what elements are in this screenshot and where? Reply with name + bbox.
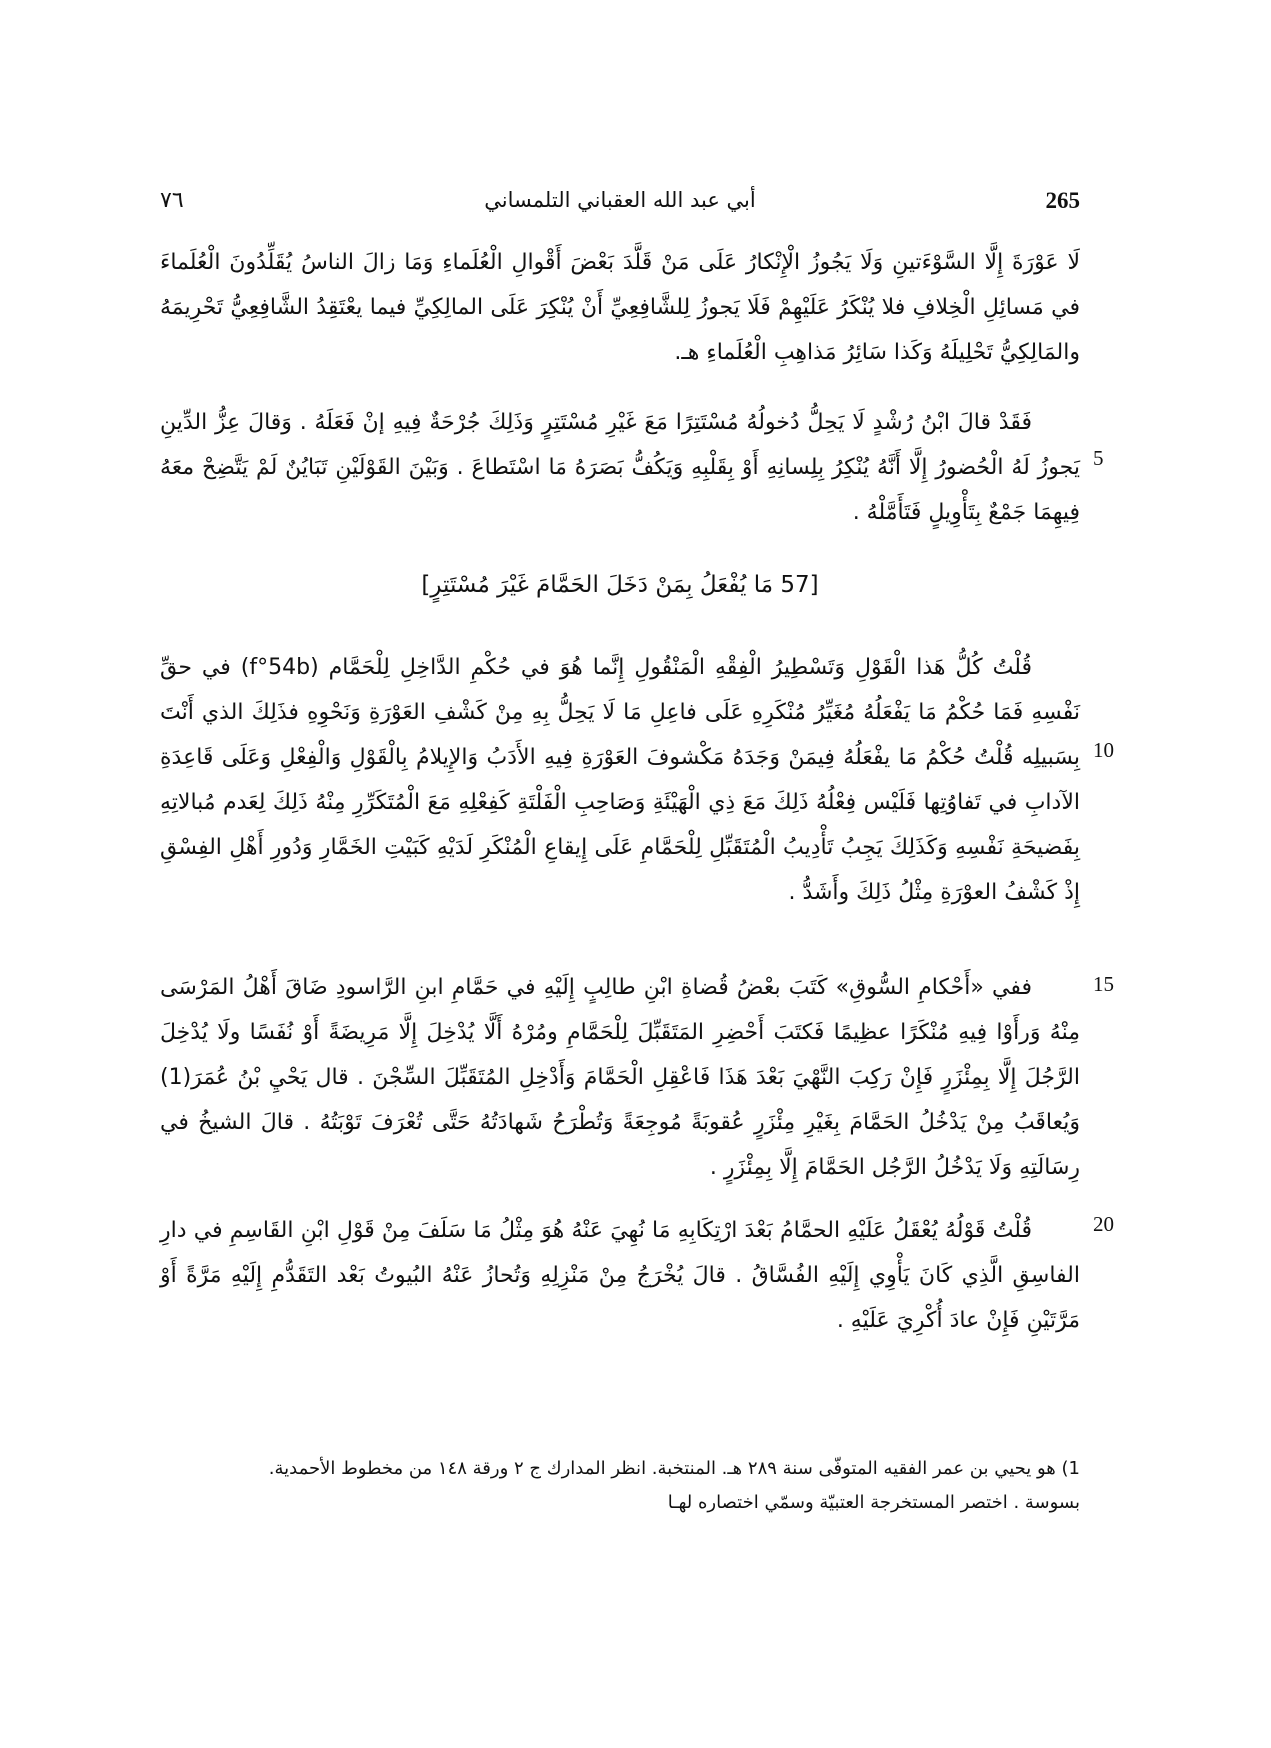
running-title: أبي عبد الله العقباني التلمساني [484, 188, 756, 212]
paragraph-1 [160, 240, 1080, 375]
line-number: 10 [1093, 738, 1114, 762]
line-number: 20 [1093, 1212, 1114, 1236]
paragraph-3 [160, 645, 1080, 915]
footnote-line-1: 1) هو يحيي بن عمر الفقيه المتوفّى سنة ٢٨٩ هـ. المنتخبة. انظر المدارك ج ٢ ورقة ١٤٨ من مخطوط الأحمدية. [268, 1458, 1080, 1479]
page-number-arabic: ٧٦ [160, 188, 184, 213]
paragraph-text: فَقَدْ قالَ ابْنُ رُشْدٍ لَا يَحِلُّ دُخولُهُ مُسْتَتِرًا مَعَ غَيْرِ مُسْتَتِرٍ وَذَلِكَ جُرْحَةٌ فِيهِ إنْ فَعَلَهُ . وَقالَ عِزُّ الدِّينِ يَجوزُ لَهُ الْحُضورُ إِلَّا أَنَّهُ يُنْكِرُ بِلِسانِهِ أَوْ بِقَلْبِهِ وَيَكُفُّ بَصَرَهُ مَا اسْتَطاعَ . وَبَيْنَ القَوْلَيْنِ تَبَايُنٌ لَمْ يَتَّضِحْ معَهُ فِيهِمَا جَمْعٌ بِتَأْوِيلٍ فَتَأَمَّلْهُ . [160, 410, 1080, 525]
paragraph-text: قُلْتُ قَوْلُهُ يُعْقَلُ عَلَيْهِ الحمَّامُ بَعْدَ ارْتِكَابِهِ مَا نُهِيَ عَنْهُ هُوَ مِثْلُ مَا سَلَفَ مِنْ قَوْلِ ابْنِ القَاسِمِ في دارِ الفاسِقِ الَّذِي كَانَ يَأْوِي إِلَيْهِ الفُسَّاقُ . قالَ يُخْرَجُ مِنْ مَنْزِلِهِ وَتُحازُ عَنْهُ البُيوتُ بَعْد التَقَدُّمِ إِلَيْهِ مَرَّةً أَوْ مَرَّتَيْنِ فَإِنْ عادَ أُكْرِيَ عَلَيْهِ . [160, 1218, 1080, 1333]
paragraph-text: قُلْتُ كُلُّ هَذا الْقَوْلِ وَتَسْطِيرُ الْفِقْهِ الْمَنْقُولِ إِنَّما هُوَ في حُكْمِ الدَّاخِلِ لِلْحَمَّام (f°54b) في حقِّ نَفْسِهِ فَمَا حُكْمُ مَا يَفْعَلُهُ مُغَيِّرُ مُنْكَرِهِ عَلَى فاعِلِ مَا لَا يَحِلُّ بِهِ مِنْ كَشْفِ العَوْرَةِ وَنَحْوِهِ فذَلِكَ الذي أَنْتَ بِسَبيلِه قُلْتُ حُكْمُ مَا يفْعَلُهُ فِيمَنْ وَجَدَهُ مَكْشوفَ العَوْرَةِ فِيهِ الأَدَبُ وَالإِيلامُ بِالْقَوْلِ وَالْفِعْلِ وَعَلَى قَاعِدَةِ الآدابِ في تَفاوُتِها فَلَيْس فِعْلُهُ ذَلِكَ مَعَ ذِي الْهَيْئَةِ وَصَاحِبِ الْفَلْتَةِ كَفِعْلِهِ مَعَ الْمُتَكَرِّرِ مِنْهُ ذَلِكَ لِعَدم مُبالاتِهِ بِفَضيحَةِ نَفْسِهِ وَكَذَلِكَ يَجِبُ تَأْدِيبُ الْمُتَقَبِّلِ لِلْحَمَّامِ عَلَى إِيقاعِ الْمُنْكَرِ لَدَيْهِ كَبَيْتِ الخَمَّارِ وَدُورِ أَهْلِ الفِسْقِ إِذْ كَشْفُ العوْرَةِ مِثْلُ ذَلِكَ وأَشَدُّ . [160, 655, 1080, 905]
line-number: 5 [1093, 446, 1104, 470]
paragraph-2 [160, 400, 1080, 535]
paragraph-text: لَا عَوْرَةَ إِلَّا السَّوْءَتينِ وَلَا يَجُوزُ الْإِنْكارُ عَلَى مَنْ قَلَّدَ بَعْضَ أَقْوالِ الْعُلَماءِ وَمَا زالَ الناسُ يُقَلِّدُونَ الْعُلَماءَ في مَسائِلِ الْخِلافِ فلا يُنْكَرُ عَلَيْهِمْ فَلَا يَجوزُ لِلشَّافِعِيِّ أَنْ يُنْكِرَ عَلَى المالِكِيِّ فيما يعْتَقِدُ الشَّافِعِيُّ تَحْرِيمَهُ والمَالِكِيُّ تَحْلِيلَهُ وَكَذا سَائِرُ مَذاهِبِ الْعُلَماءِ هـ. [160, 250, 1080, 365]
page-number: 265 [1045, 188, 1080, 213]
footnote [160, 1452, 1080, 1520]
paragraph-5 [160, 1208, 1080, 1343]
running-header [160, 188, 1080, 228]
paragraph-4 [160, 965, 1080, 1190]
line-number: 15 [1093, 972, 1114, 996]
footnote-line-2: بسوسة . اختصر المستخرجة العتبيّة وسمّي اختصاره لهـا [667, 1492, 1080, 1513]
section-heading: [57 مَا يُفْعَلُ بِمَنْ دَخَلَ الحَمَّامَ غَيْرَ مُسْتَتِرٍ] [421, 572, 819, 598]
paragraph-text: ففي «أَحْكامِ السُّوقِ» كَتَبَ بعْضُ قُضاةِ ابْنِ طالِبٍ إِلَيْهِ في حَمَّامِ ابنِ الرَّاسودِ ضَاقَ أَهْلُ المَرْسَى مِنْهُ وَرأَوْا فِيهِ مُنْكَرًا عظِيمًا فَكتَبَ أَحْضِرِ المَتَقَبِّلَ لِلْحَمَّامِ ومُرْهُ أَلَّا يُدْخِلَ إِلَّا مَرِيضَةً أَوْ نُفَسًا ولَا يُدْخِلَ الرَّجُلَ إِلَّا بِمِئْزَرٍ فَإِنْ رَكِبَ النَّهْيَ بَعْدَ هَذَا فَاعْقِلِ الْحَمَّامَ وَأَدْخِلِ المُتَقَبِّلَ السِّجْنَ . قال يَحْيِ بْنُ عُمَرَ(1) وَيُعاقَبُ مِنْ يَدْخُلُ الحَمَّامَ بِغَيْرِ مِئْزَرٍ عُقوبَةً مُوجِعَةً وَتُطْرَحُ شَهادَتُهُ حَتَّى تُعْرَفَ تَوْبَتُهُ . قالَ الشيخُ في رِسَالَتِهِ وَلَا يَدْخُلُ الرَّجُل الحَمَّامَ إِلَّا بِمِئْزَرٍ . [160, 975, 1080, 1180]
